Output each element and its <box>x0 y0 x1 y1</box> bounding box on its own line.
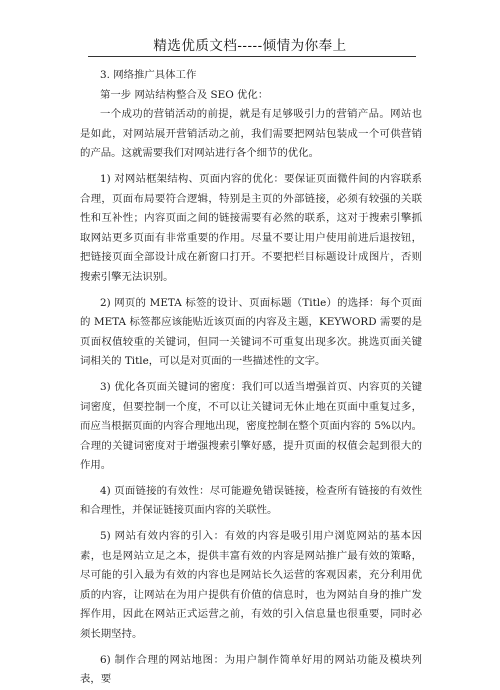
paragraph-item-6: 6) 制作合理的网站地图：为用户制作简单好用的网站功能及模块列表，要 <box>80 653 422 686</box>
page-header-title: 精选优质文档-----倾情为你奉上 <box>153 38 347 54</box>
header-divider <box>88 56 416 57</box>
step-heading: 第一步 网站结构整合及 SEO 优化： <box>100 88 269 101</box>
paragraph-item-4: 4) 页面链接的有效性：尽可能避免错误链接，检查所有链接的有效性和合理性，并保证链接页面内容的关联性。 <box>80 484 422 517</box>
section-heading: 3. 网络推广具体工作 <box>100 69 197 81</box>
paragraph-item-2: 2) 网页的 META 标签的设计、页面标题（Title）的选择：每个页面的 META 标签都应该能贴近该页面的内容及主题，KEYWORD 需要的是页面权值较重的关键词，但同一关键词不可重复出现多次。挑选页面关键词相关的 Title，可以是对页面的一些描述性的文字。 <box>80 296 422 368</box>
document-body <box>80 66 422 690</box>
paragraph-item-1: 1) 对网站框架结构、页面内容的优化：要保证页面微件间的内容联系合理，页面布局要符合逻辑，特别是主页的外部链接，必须有较强的关联性和互补性；内容页面之间的链接需要有必然的联系，这对于搜索引擎抓取网站更多页面有非常重要的作用。尽量不要让用户使用前进后退按钮，把链接页面全部设计成在新窗口打开。不要把栏目标题设计成图片，否则搜索引擎无法识别。 <box>80 172 422 283</box>
paragraph-item-3: 3) 优化各页面关键词的密度：我们可以适当增强首页、内容页的关键词密度，但要控制一个度，不可以让关键词无休止地在页面中重复过多，而应当根据页面的内容合理地出现，密度控制在整个页面内容的 5%以内。合理的关键词密度对于增强搜索引擎好感，提升页面的权值会起到很大的作用。 <box>80 380 422 472</box>
paragraph-item-5: 5) 网站有效内容的引入：有效的内容是吸引用户浏览网站的基本因素，也是网站立足之本，提供丰富有效的内容是网站推广最有效的策略，尽可能的引入最为有效的内容也是网站长久运营的客观因素，充分利用优质的内容，让网站在为用户提供有价值的信息时，也为网站自身的推广发挥作用，因此在网站正式运营之前，有效的引入信息量也很重要，同时必须长期坚持。 <box>80 530 422 641</box>
intro-paragraph: 一个成功的营销活动的前提，就是有足够吸引力的营销产品。网站也是如此，对网站展开营销活动之前，我们需要把网站包装成一个可供营销的产品。这就需要我们对网站进行各个细节的优化。 <box>80 108 422 160</box>
